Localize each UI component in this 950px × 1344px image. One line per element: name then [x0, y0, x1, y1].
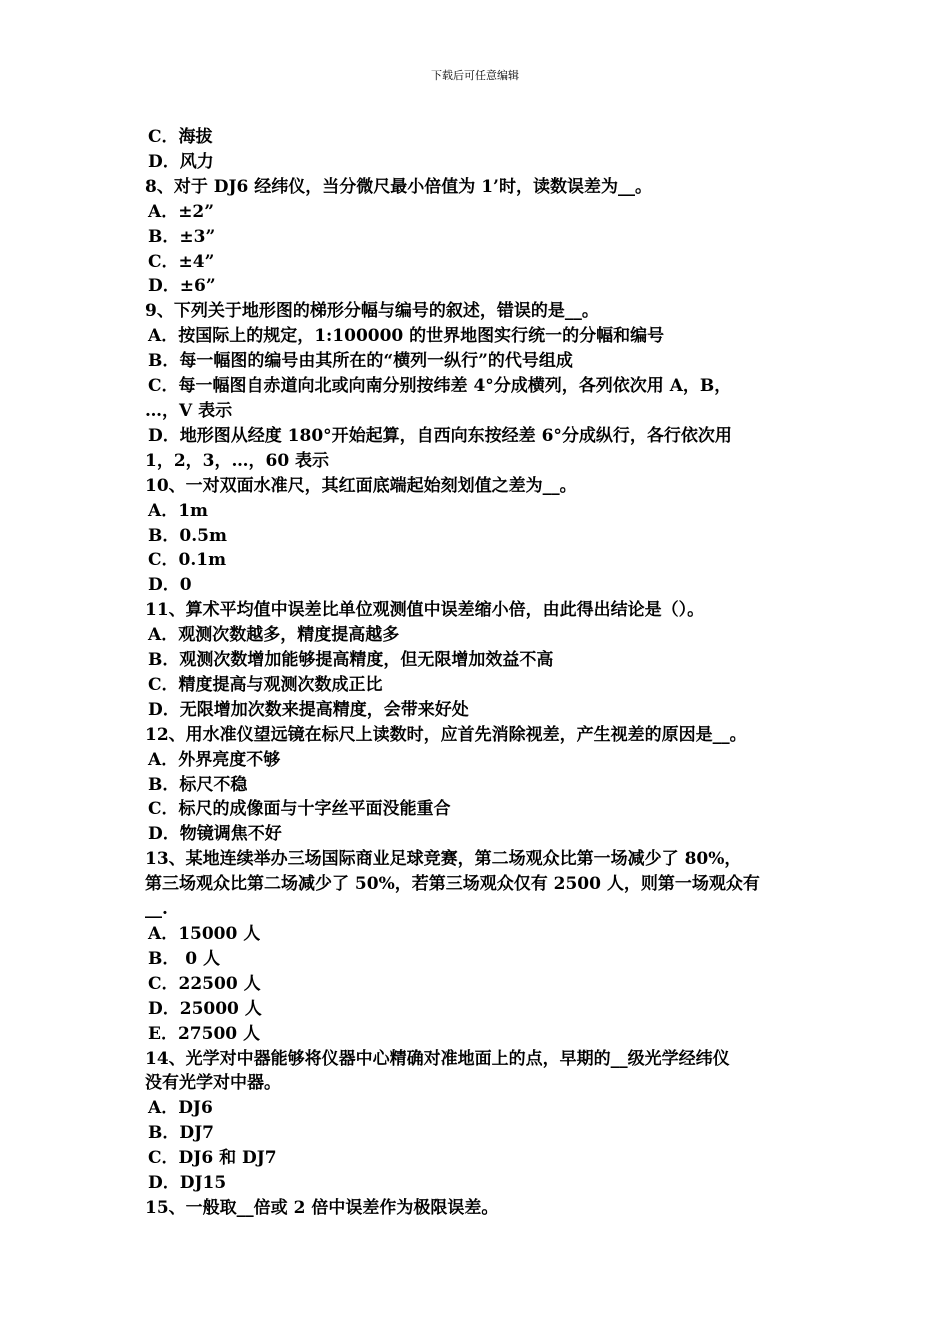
answer-option: D．物镜调焦不好 — [148, 824, 282, 845]
answer-option: A．按国际上的规定，1:100000 的世界地图实行统一的分幅和编号 — [148, 326, 665, 347]
answer-option: A．DJ6 — [148, 1098, 213, 1119]
answer-option: D．0 — [148, 575, 192, 596]
answer-option: D．无限增加次数来提高精度，会带来好处 — [148, 699, 469, 720]
answer-option: C．22500 人 — [148, 973, 261, 994]
answer-option: B．每一幅图的编号由其所在的“横列一纵行”的代号组成 — [148, 351, 573, 372]
answer-option: E．27500 人 — [148, 1023, 261, 1044]
answer-option: C．0.1m — [148, 550, 227, 571]
answer-option: C．DJ6 和 DJ7 — [148, 1148, 277, 1169]
answer-option: D．±6” — [148, 276, 216, 297]
question-text: 15、一般取__倍或 2 倍中误差作为极限误差。 — [145, 1197, 499, 1218]
document-body — [145, 125, 813, 1221]
question-text: 8、对于 DJ6 经纬仪，当分微尺最小倍值为 1’时，读数误差为__。 — [145, 176, 652, 197]
question-text: 14、光学对中器能够将仪器中心精确对准地面上的点，早期的__级光学经纬仪 — [145, 1048, 730, 1069]
text-continuation: 第三场观众比第二场减少了 50%，若第三场观众仅有 2500 人，则第一场观众有 — [145, 874, 760, 895]
answer-option: C．海拔 — [148, 127, 213, 147]
answer-option: A．1m — [148, 500, 209, 521]
answer-option: B．DJ7 — [148, 1123, 214, 1144]
answer-option: B．观测次数增加能够提高精度，但无限增加效益不高 — [148, 650, 554, 671]
question-text: 10、一对双面水准尺，其红面底端起始刻划值之差为__。 — [145, 475, 577, 496]
page-header: 下载后可任意编辑 — [431, 69, 519, 82]
text-continuation: 1，2，3，…，60 表示 — [145, 450, 330, 471]
answer-option: C．标尺的成像面与十字丝平面没能重合 — [148, 799, 451, 820]
question-text: 13、某地连续举办三场国际商业足球竞赛，第二场观众比第一场减少了 80%， — [145, 849, 742, 870]
answer-option: A．外界亮度不够 — [148, 749, 281, 770]
text-continuation: 没有光学对中器。 — [145, 1073, 281, 1094]
answer-option: D．地形图从经度 180°开始起算，自西向东按经差 6°分成纵行，各行依次用 — [148, 425, 732, 446]
answer-option: D．风力 — [148, 151, 214, 172]
answer-option: B．标尺不稳 — [148, 774, 248, 795]
text-continuation: …，V 表示 — [145, 400, 233, 421]
answer-option: D．25000 人 — [148, 998, 262, 1019]
answer-option: C．每一幅图自赤道向北或向南分别按纬差 4°分成横列，各列依次用 A，B， — [148, 376, 732, 397]
question-text: 11、算术平均值中误差比单位观测值中误差缩小倍，由此得出结论是（）。 — [145, 600, 705, 621]
answer-option: A．±2” — [148, 201, 215, 222]
answer-option: C．±4” — [148, 251, 215, 272]
answer-option: C．精度提高与观测次数成正比 — [148, 674, 383, 695]
answer-option: A．观测次数越多，精度提高越多 — [148, 625, 400, 646]
question-text: 9、下列关于地形图的梯形分幅与编号的叙述，错误的是__。 — [145, 301, 599, 322]
answer-option: A．15000 人 — [148, 924, 261, 944]
question-text: 12、用水准仪望远镜在标尺上读数时，应首先消除视差，产生视差的原因是__。 — [145, 724, 747, 745]
answer-option: D．DJ15 — [148, 1173, 227, 1194]
answer-option: B．±3” — [148, 226, 216, 247]
text-continuation: __. — [145, 899, 168, 920]
answer-option: B．0.5m — [148, 525, 227, 546]
answer-option: B． 0 人 — [148, 948, 221, 969]
